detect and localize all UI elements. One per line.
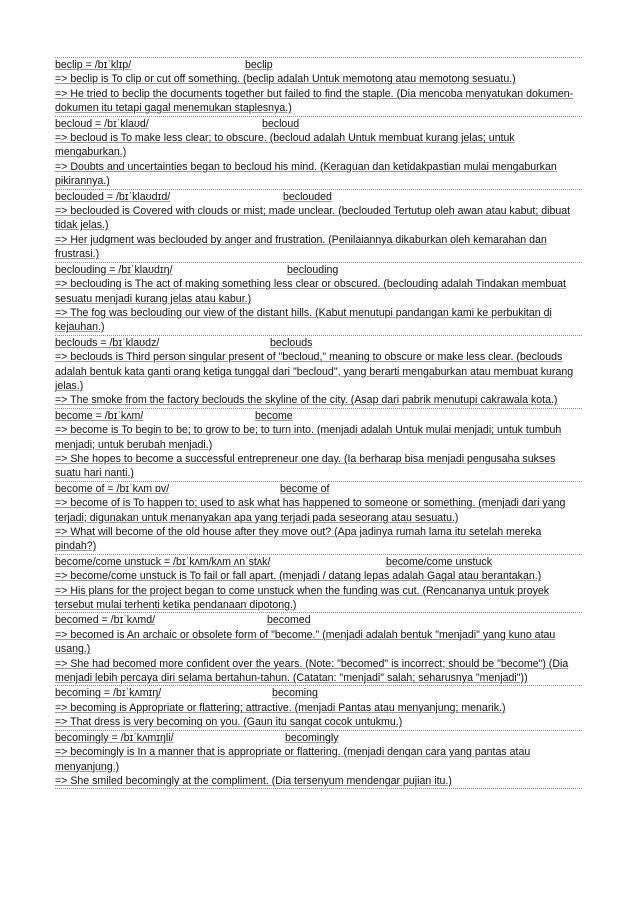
entry-example: => The smoke from the factory beclouds the skyline of the city. (Asap dari pabrik menutupi cakrawala kota.) (55, 394, 558, 407)
entry-pronunciation: become/come unstuck = /bɪˈkʌm/kʌm ʌnˈstʌk/ (55, 555, 271, 568)
entry-definition: => becoming is Appropriate or flattering; attractive. (menjadi Pantas atau menyanjung; menarik.) (55, 701, 506, 714)
entry-pronunciation: becoming = /bɪˈkʌmɪŋ/ (55, 687, 162, 700)
entry-heading (55, 336, 582, 350)
dictionary-entry (55, 336, 582, 409)
entry-definition: => becomed is An archaic or obsolete form of "become." (menjadi adalah bentuk "menjadi" yang kuno atau usang.) (55, 628, 556, 656)
entry-headword: becomingly (285, 731, 339, 744)
entry-definition: => become/come unstuck is To fail or fall apart. (menjadi / datang lepas adalah Gagal atau berantakan.) (55, 570, 542, 583)
entry-heading (55, 117, 582, 131)
dictionary-entry (55, 117, 582, 190)
dictionary-entry (55, 57, 582, 117)
dictionary-entry (55, 190, 582, 263)
entry-pronunciation: become = /bɪˈkʌm/ (55, 409, 144, 422)
entry-example: => She hopes to become a successful entrepreneur one day. (Ia berharap bisa menjadi pengusaha sukses suatu hari nanti.) (55, 452, 556, 480)
entry-headword: beclouds (270, 336, 313, 349)
entry-example: => The fog was beclouding our view of the distant hills. (Kabut menutupi pandangan kami ke perbukitan di kejauhan.) (55, 306, 552, 334)
entry-definition: => become of is To happen to; used to ask what has happened to someone or something. (menjadi dari yang terjadi; digunakan untuk menanyakan apa yang terjadi pada seseorang atau sesuatu.) (55, 497, 566, 524)
entry-example: => She had becomed more confident over the years. (Note: "becomed" is incorrect; should be "become") (Dia menjadi lebih percaya diri selama bertahun-tahun. (Catatan: "menjadi" salah; seharusnya "menjadi")) (55, 657, 569, 685)
dictionary-entry (55, 613, 582, 686)
entry-example: => That dress is very becoming on you. (Gaun itu sangat cocok untukmu.) (55, 716, 403, 729)
entry-heading (55, 58, 582, 72)
entry-example: => What will become of the old house after they move out? (Apa jadinya rumah lama itu setelah mereka pindah?) (55, 526, 542, 553)
entry-heading (55, 263, 582, 277)
entry-definition: => beclip is To clip or cut off something. (beclip adalah Untuk memotong atau memotong sesuatu.) (55, 73, 516, 86)
dictionary-entry (55, 263, 582, 336)
dictionary-entry (55, 731, 582, 790)
entry-heading (55, 613, 582, 627)
dictionary-page (55, 57, 582, 789)
entry-headword: beclouded (283, 190, 332, 203)
entry-pronunciation: beclouding = /bɪˈklaʊdɪŋ/ (55, 263, 173, 276)
entry-headword: becomed (267, 614, 311, 627)
entry-example: => He tried to beclip the documents together but failed to find the staple. (Dia mencoba menyatukan dokumen-dokumen itu tetapi gagal menemukan staplesnya.) (55, 87, 574, 115)
entry-example: => His plans for the project began to come unstuck when the funding was cut. (Rencananya untuk proyek tersebut mulai terhenti ketika pendanaan dipotong.) (55, 584, 550, 612)
entry-pronunciation: become of = /bɪˈkʌm ɒv/ (55, 482, 170, 495)
entry-headword: beclouding (287, 263, 339, 276)
entry-definition: => becomingly is In a manner that is appropriate or flattering. (menjadi dengan cara yang pantas atau menyanjung.) (55, 746, 531, 773)
entry-example: => Doubts and uncertainties began to becloud his mind. (Keraguan dan ketidakpastian mulai mengaburkan pikirannya.) (55, 160, 557, 188)
entry-heading (55, 482, 582, 496)
entry-heading (55, 409, 582, 423)
entry-heading (55, 555, 582, 569)
entry-heading (55, 731, 582, 745)
entry-headword: becloud (262, 117, 300, 130)
entry-heading (55, 190, 582, 204)
entry-definition: => beclouding is The act of making something less clear or obscured. (beclouding adalah Tindakan membuat sesuatu menjadi kurang jelas atau kabur.) (55, 278, 566, 305)
entry-headword: beclip (245, 59, 273, 71)
entry-definition: => beclouded is Covered with clouds or mist; made unclear. (beclouded Tertutup oleh awan atau kabut; dibuat tidak jelas.) (55, 205, 571, 232)
dictionary-entry (55, 555, 582, 614)
dictionary-entry (55, 482, 582, 555)
entry-definition: => beclouds is Third person singular present of "becloud," meaning to obscure or make less clear. (beclouds adalah bentuk kata ganti orang ketiga tunggal dari "becloud", yang berarti mengaburkan atau membuat kurang jelas.) (55, 351, 574, 392)
entry-pronunciation: beclouded = /bɪˈklaʊdɪd/ (55, 190, 171, 203)
entry-pronunciation: beclouds = /bɪˈklaʊdz/ (55, 336, 160, 349)
entry-pronunciation: beclip = /bɪˈklɪp/ (55, 59, 132, 71)
entry-headword: becoming (272, 687, 318, 700)
entry-heading (55, 686, 582, 700)
dictionary-entry (55, 409, 582, 482)
entry-pronunciation: becloud = /bɪˈklaʊd/ (55, 117, 149, 130)
entry-example: => She smiled becomingly at the compliment. (Dia tersenyum mendengar pujian itu.) (55, 774, 452, 787)
entry-definition: => become is To begin to be; to grow to be; to turn into. (menjadi adalah Untuk mulai menjadi; untuk tumbuh menjadi; untuk berubah menjadi.) (55, 424, 562, 451)
entry-example: => Her judgment was beclouded by anger and frustration. (Penilaiannya dikaburkan oleh kemarahan dan frustrasi.) (55, 233, 547, 261)
dictionary-entry (55, 686, 582, 730)
entry-headword: become/come unstuck (386, 555, 492, 568)
entry-pronunciation: becomed = /bɪˈkʌmd/ (55, 614, 156, 627)
entry-definition: => becloud is To make less clear; to obscure. (becloud adalah Untuk membuat kurang jelas; untuk mengaburkan.) (55, 132, 515, 159)
entry-headword: become (255, 409, 293, 422)
entry-headword: become of (280, 482, 330, 495)
entry-pronunciation: becomingly = /bɪˈkʌmɪŋli/ (55, 731, 174, 744)
